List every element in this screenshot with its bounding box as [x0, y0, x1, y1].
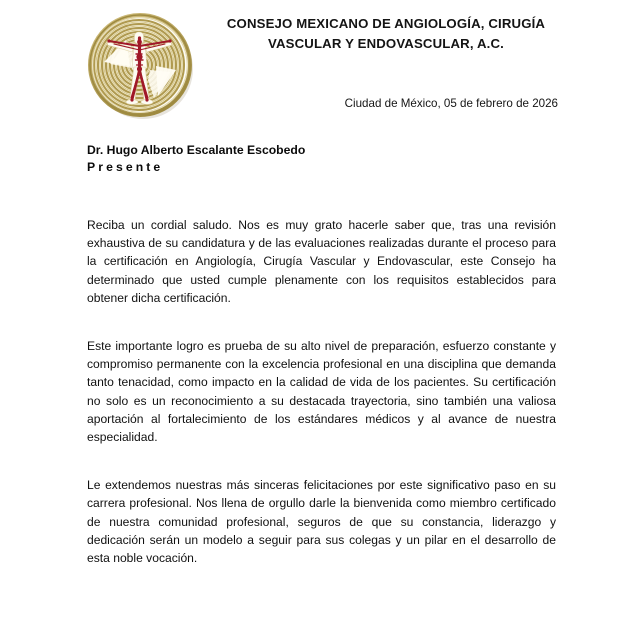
organization-title-line-1: CONSEJO MEXICANO DE ANGIOLOGÍA, CIRUGÍA — [226, 16, 546, 31]
addressee-salutation: Presente — [87, 160, 164, 174]
body-paragraph-3: Le extendemos nuestras más sinceras felicitaciones por este significativo paso en su carrera profesional. Nos llena de orgullo darle la bienvenida como miembro certificado de nuestra comunidad profesional, seguros de que su constancia, liderazgo y dedicación serán un modelo a seguir para sus colegas y un pilar en el desarrollo de esta noble vocación. — [87, 478, 556, 566]
addressee-block — [87, 142, 556, 176]
organization-title-line-2: VASCULAR Y ENDOVASCULAR, A.C. — [268, 36, 504, 51]
body-paragraph-1: Reciba un cordial saludo. Nos es muy grato hacerle saber que, tras una revisión exhaustiva de su candidatura y de las evaluaciones realizadas durante el proceso para la certificación en Angiología, Cirugía Vascular y Endovascular, este Consejo ha determinado que usted cumple plenamente con los requisitos establecidos para obtener dicha certificación. — [87, 218, 556, 305]
body-paragraph-2: Este importante logro es prueba de su alto nivel de preparación, esfuerzo constante y compromiso permanente con la excelencia profesional en una disciplina que demanda tanto tenacidad, como impacto en la calidad de vida de los pacientes. Su certificación no solo es un reconocimiento a su destacada trayectoria, sino también una valiosa aportación al fortalecimiento de los estándares médicos y al avance de nuestra especialidad. — [87, 339, 556, 445]
addressee-name: Dr. Hugo Alberto Escalante Escobedo — [87, 143, 306, 157]
organization-logo — [84, 10, 196, 122]
consejo-circular-emblem-logo — [84, 10, 196, 122]
organization-title — [186, 14, 586, 54]
letter-body — [87, 142, 556, 567]
letterhead — [0, 0, 640, 130]
place-and-date: Ciudad de México, 05 de febrero de 2026 — [344, 97, 558, 110]
